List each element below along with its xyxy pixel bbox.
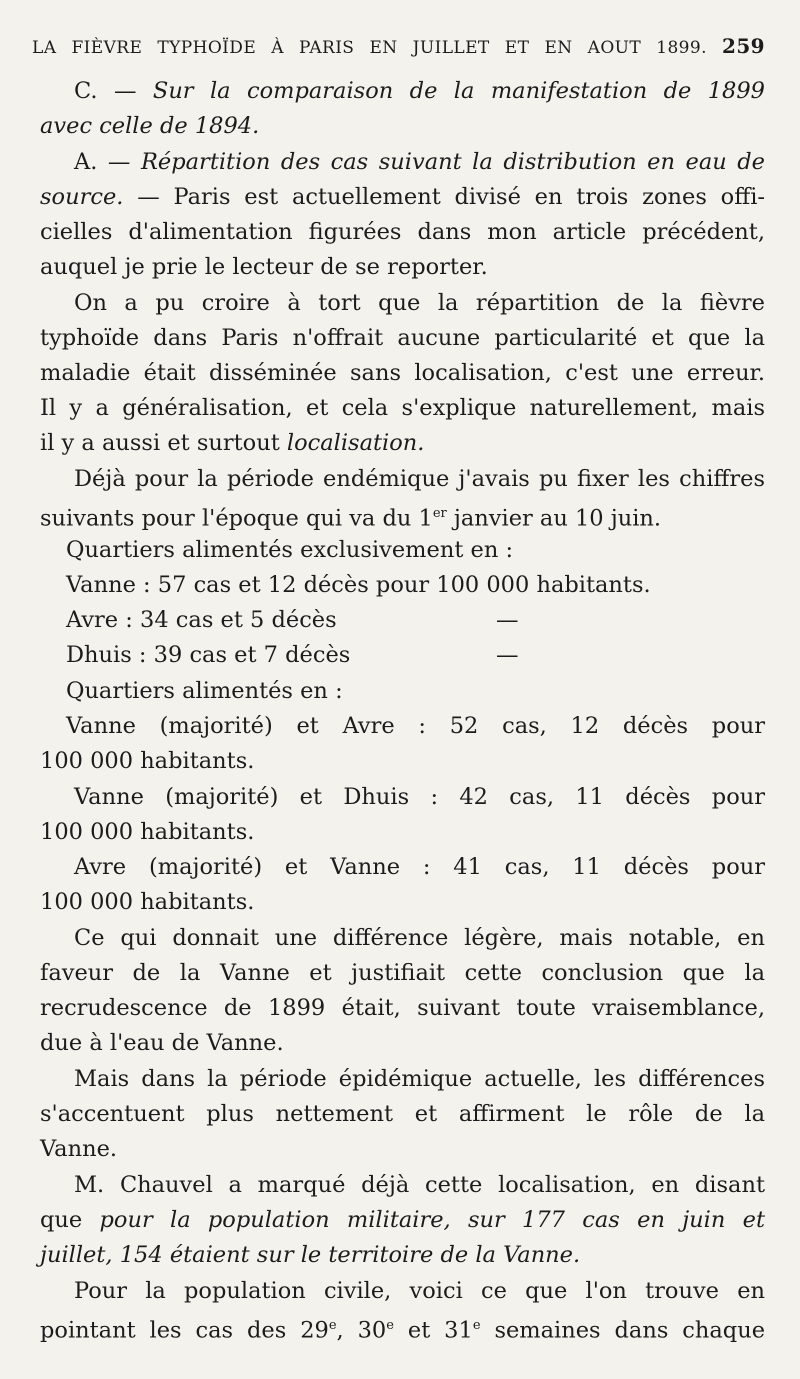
quartiers-mixed-heading: Quartiers alimentés en : bbox=[66, 678, 343, 704]
para5-italic-1: pour la population militaire, sur 177 cas en juin et bbox=[99, 1207, 766, 1233]
section-a-title-1: Répartition des cas suivant la distribution en eau de bbox=[140, 149, 765, 175]
running-header bbox=[32, 34, 765, 58]
section-c-heading-cont bbox=[40, 109, 765, 143]
section-c-title-2: avec celle de 1894. bbox=[40, 113, 260, 139]
para6-sup-2: e bbox=[386, 1318, 394, 1333]
para6-text-b: , 30 bbox=[336, 1317, 387, 1344]
para2-line-2 bbox=[40, 497, 765, 536]
stat-mixed-1-line-2: 100 000 habitants. bbox=[40, 748, 255, 774]
para1-line-2: typhoïde dans Paris n'offrait aucune particularité et que la bbox=[40, 325, 765, 351]
para4-line-3: Vanne. bbox=[40, 1136, 118, 1162]
section-a-title-2: source. bbox=[40, 184, 124, 210]
para1-line-5 bbox=[40, 426, 765, 460]
stat-row-vanne bbox=[66, 568, 791, 602]
ditto-mark: — bbox=[496, 607, 519, 633]
para4-line-1: Mais dans la période épidémique actuelle, les différences bbox=[74, 1066, 765, 1092]
section-a-label: A. — bbox=[74, 149, 131, 175]
para2-line-1: Déjà pour la période endémique j'avais pu fixer les chiffres bbox=[74, 466, 765, 492]
para5-line-3 bbox=[40, 1238, 765, 1272]
para2-text-a: suivants pour l'époque qui va du 1 bbox=[40, 505, 433, 532]
stat-source: Vanne : bbox=[66, 572, 151, 598]
stat-row-dhuis bbox=[66, 638, 791, 672]
para6-line-1: Pour la population civile, voici ce que l'on trouve en bbox=[74, 1278, 765, 1304]
stat-mixed-3-line-2: 100 000 habitants. bbox=[40, 889, 255, 915]
section-a-line-3: cielles d'alimentation figurées dans mon article précédent, bbox=[40, 219, 765, 245]
section-a-heading bbox=[74, 145, 765, 179]
section-c-heading bbox=[74, 74, 765, 108]
ditto-mark: — bbox=[496, 642, 519, 668]
para6-line-2 bbox=[40, 1309, 765, 1348]
para1-last-italic: localisation. bbox=[286, 430, 425, 456]
para1-line-3: maladie était disséminée sans localisation, c'est une erreur. bbox=[40, 360, 765, 386]
page-number: 259 bbox=[722, 34, 765, 58]
stat-mixed-2-line-1: Vanne (majorité) et Dhuis : 42 cas, 11 décès pour bbox=[74, 784, 765, 810]
stat-source: Avre : bbox=[66, 607, 133, 633]
para6-text-d: semaines dans chaque bbox=[480, 1317, 766, 1344]
para1-last-text: il y a aussi et surtout bbox=[40, 430, 280, 456]
section-c-title-1: Sur la comparaison de la manifestation de 1899 bbox=[152, 78, 765, 104]
stat-mixed-2-line-2: 100 000 habitants. bbox=[40, 819, 255, 845]
stat-mixed-1-line-1: Vanne (majorité) et Avre : 52 cas, 12 décès pour bbox=[66, 713, 765, 739]
quartiers-exclusive-heading: Quartiers alimentés exclusivement en : bbox=[66, 537, 514, 563]
para6-sup-1: e bbox=[328, 1318, 337, 1333]
stat-mixed-3-line-1: Avre (majorité) et Vanne : 41 cas, 11 décès pour bbox=[74, 854, 765, 880]
stat-source: Dhuis : bbox=[66, 642, 147, 668]
section-a-line-2 bbox=[40, 180, 765, 214]
stat-values: 57 cas et 12 décès pour 100 000 habitants. bbox=[157, 572, 651, 598]
para1-line-4: Il y a généralisation, et cela s'explique naturellement, mais bbox=[40, 395, 765, 421]
section-a-line-4: auquel je prie le lecteur de se reporter. bbox=[40, 254, 488, 280]
para6-text-a: pointant les cas des 29 bbox=[40, 1317, 329, 1344]
stat-values: 39 cas et 7 décès bbox=[153, 642, 351, 668]
para6-sup-3: e bbox=[472, 1318, 481, 1333]
para1-line-1: On a pu croire à tort que la répartition de la fièvre bbox=[74, 290, 765, 316]
para5-italic-2: juillet, 154 étaient sur le territoire de la Vanne. bbox=[40, 1242, 581, 1268]
para3-line-4: due à l'eau de Vanne. bbox=[40, 1030, 284, 1056]
para3-line-3: recrudescence de 1899 était, suivant toute vraisemblance, bbox=[40, 995, 765, 1021]
para2-text-b: janvier au 10 juin. bbox=[446, 505, 662, 532]
para5-text-que: que bbox=[40, 1207, 83, 1233]
para6-text-c: et 31 bbox=[393, 1317, 473, 1344]
para2-sup: er bbox=[432, 506, 447, 521]
section-a-text-1: — Paris est actuellement divisé en trois zones offi- bbox=[137, 184, 765, 210]
stat-values: 34 cas et 5 décès bbox=[140, 607, 337, 633]
para5-line-1: M. Chauvel a marqué déjà cette localisation, en disant bbox=[74, 1172, 765, 1198]
section-c-label: C. — bbox=[74, 78, 137, 104]
header-title: LA FIÈVRE TYPHOÏDE À PARIS EN JUILLET ET EN AOUT 1899. bbox=[32, 38, 707, 58]
para3-line-2: faveur de la Vanne et justifiait cette conclusion que la bbox=[40, 960, 765, 986]
para5-line-2 bbox=[40, 1203, 765, 1237]
para3-line-1: Ce qui donnait une différence légère, mais notable, en bbox=[74, 925, 765, 951]
stat-row-avre bbox=[66, 603, 791, 637]
para4-line-2: s'accentuent plus nettement et affirment le rôle de la bbox=[40, 1101, 765, 1127]
